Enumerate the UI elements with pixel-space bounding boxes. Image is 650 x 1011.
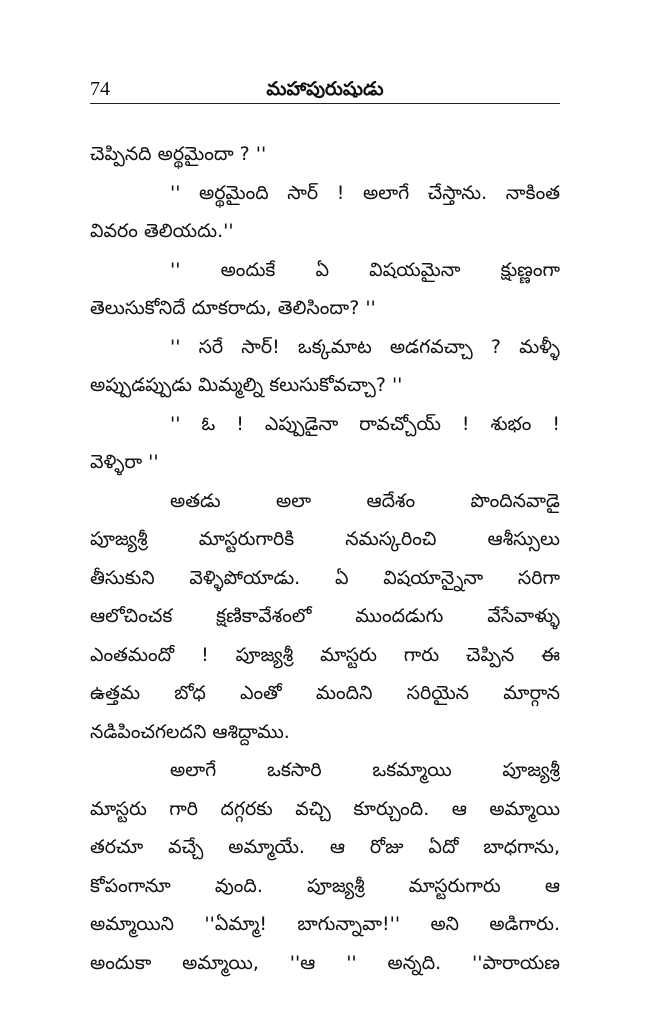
header-rule: [90, 103, 560, 104]
text-line: '' సరే సార్! ఒక్కమాట అడగవచ్చా ? మళ్ళీ: [170, 335, 560, 358]
page-header: [90, 76, 560, 102]
text-line: తీసుకుని వెళ్ళిపోయాడు. ఏ విషయాన్నైనా సరిగా: [90, 566, 560, 589]
text-line: '' అందుకే ఏ విషయమైనా క్షుణ్ణంగా: [170, 258, 560, 281]
text-line: అమ్మాయిని ''ఏమ్మా! బాగున్నావా!'' అని అడిగారు.: [90, 913, 560, 935]
text-line: అలాగే ఒకసారి ఒకమ్మాయి పూజ్యశ్రీ: [170, 759, 560, 781]
text-line: చెప్పినది అర్థమైందా ? '': [90, 143, 267, 165]
text-line: వివరం తెలియదు.'': [90, 220, 234, 242]
text-line: నడిపించగలదని ఆశిద్దాము.: [90, 720, 290, 743]
text-line: అతడు అలా ఆదేశం పొందినవాడై: [170, 489, 560, 512]
text-line: '' అర్థమైంది సార్ ! అలాగే చేస్తాను. నాకింత: [170, 181, 560, 204]
text-line: తెలుసుకోనిదే దూకరాదు, తెలిసిందా? '': [90, 297, 376, 319]
text-line: ఎంతమందో ! పూజ్యశ్రీ మాస్టరు గారు చెప్పిన ఈ: [90, 643, 560, 666]
text-line: తరచూ వచ్చే అమ్మాయే. ఆ రోజు ఏదో బాధగాను,: [90, 836, 560, 858]
text-line: వెళ్ళిరా '': [90, 451, 159, 473]
text-line: పూజ్యశ్రీ మాస్టరుగారికి నమస్కరించి ఆశీస్సులు: [90, 528, 560, 550]
text-line: కోపంగానూ వుంది. పూజ్యశ్రీ మాస్టరుగారు ఆ: [90, 874, 560, 897]
text-line: ఉత్తమ బోధ ఎంతో మందిని సరియైన మార్గాన: [90, 682, 560, 704]
page-number: 74: [90, 78, 110, 100]
text-line: ఆలోచించక క్షణికావేశంలో ముందడుగు వేసేవాళ్ళు: [90, 605, 560, 627]
body-text: [90, 135, 560, 982]
running-title: మహాపురుషుడు: [266, 78, 384, 100]
text-line: మాస్టరు గారి దగ్గరకు వచ్చి కూర్చుంది. ఆ అమ్మాయి: [90, 797, 560, 820]
text-line: అప్పుడప్పుడు మిమ్మల్ని కలుసుకోవచ్చా? '': [90, 374, 403, 396]
text-line: '' ఓ ! ఎప్పుడైనా రావచ్చోయ్ ! శుభం !: [170, 412, 560, 435]
text-line: అందుకా అమ్మాయి, ''ఆ '' అన్నది. ''పారాయణ: [90, 951, 560, 974]
